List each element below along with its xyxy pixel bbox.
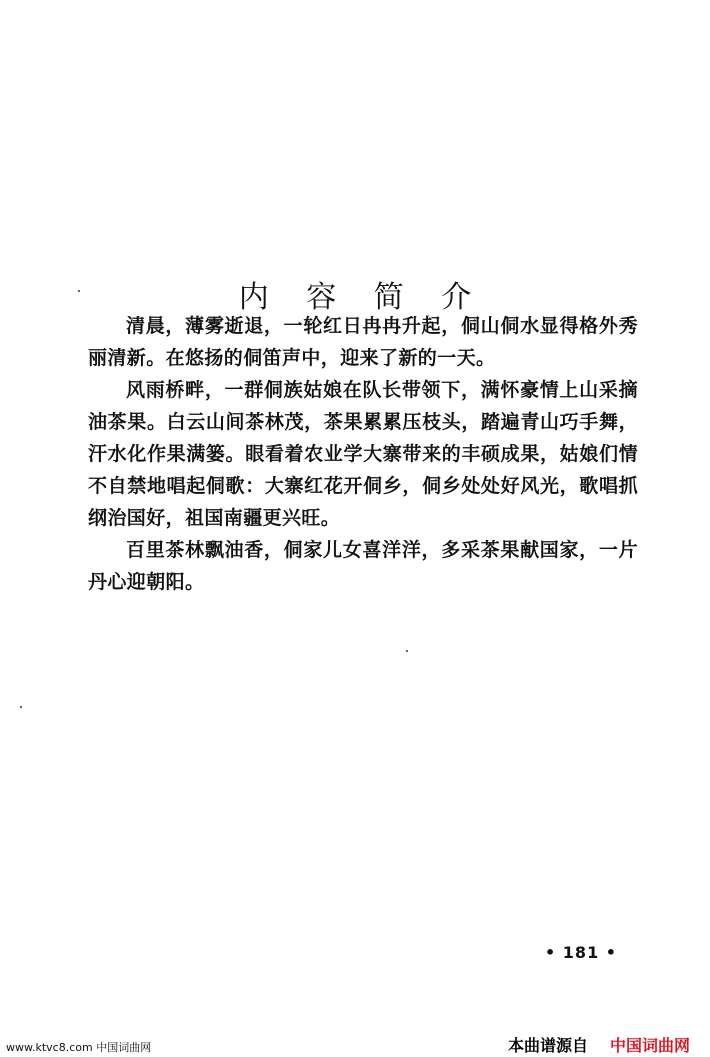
footer-source-label: 本曲谱源自 <box>508 1036 589 1055</box>
page-title: 内 容 简 介 <box>238 280 486 316</box>
paragraph-2: 风雨桥畔，一群侗族姑娘在队长带领下，满怀豪情上山采摘油茶果。白云山间茶林茂，茶果累累压枝头，踏遍青山巧手舞，汗水化作果满篓。眼看着农业学大寨带来的丰硕成果，姑娘们情不自禁地唱起侗歌：大寨红花开侗乡，侗乡处处好风光，歌唱抓纲治国好，祖国南疆更兴旺。 <box>88 379 638 529</box>
scan-speck <box>78 290 80 292</box>
paragraph-1: 清晨，薄雾逝退，一轮红日冉冉升起，侗山侗水显得格外秀丽清新。在悠扬的侗笛声中，迎来了新的一天。 <box>88 315 638 369</box>
footer-site-name[interactable]: 中国词曲网 <box>610 1036 691 1055</box>
body-text <box>88 310 638 598</box>
footer-url[interactable]: www.ktvc8.com 中国词曲网 <box>6 1041 152 1054</box>
scan-speck <box>406 650 408 652</box>
scan-speck <box>20 706 22 708</box>
paragraph-3: 百里茶林飘油香，侗家儿女喜洋洋，多采茶果献国家，一片丹心迎朝阳。 <box>88 539 638 593</box>
page-number: • 181 • <box>545 943 617 962</box>
